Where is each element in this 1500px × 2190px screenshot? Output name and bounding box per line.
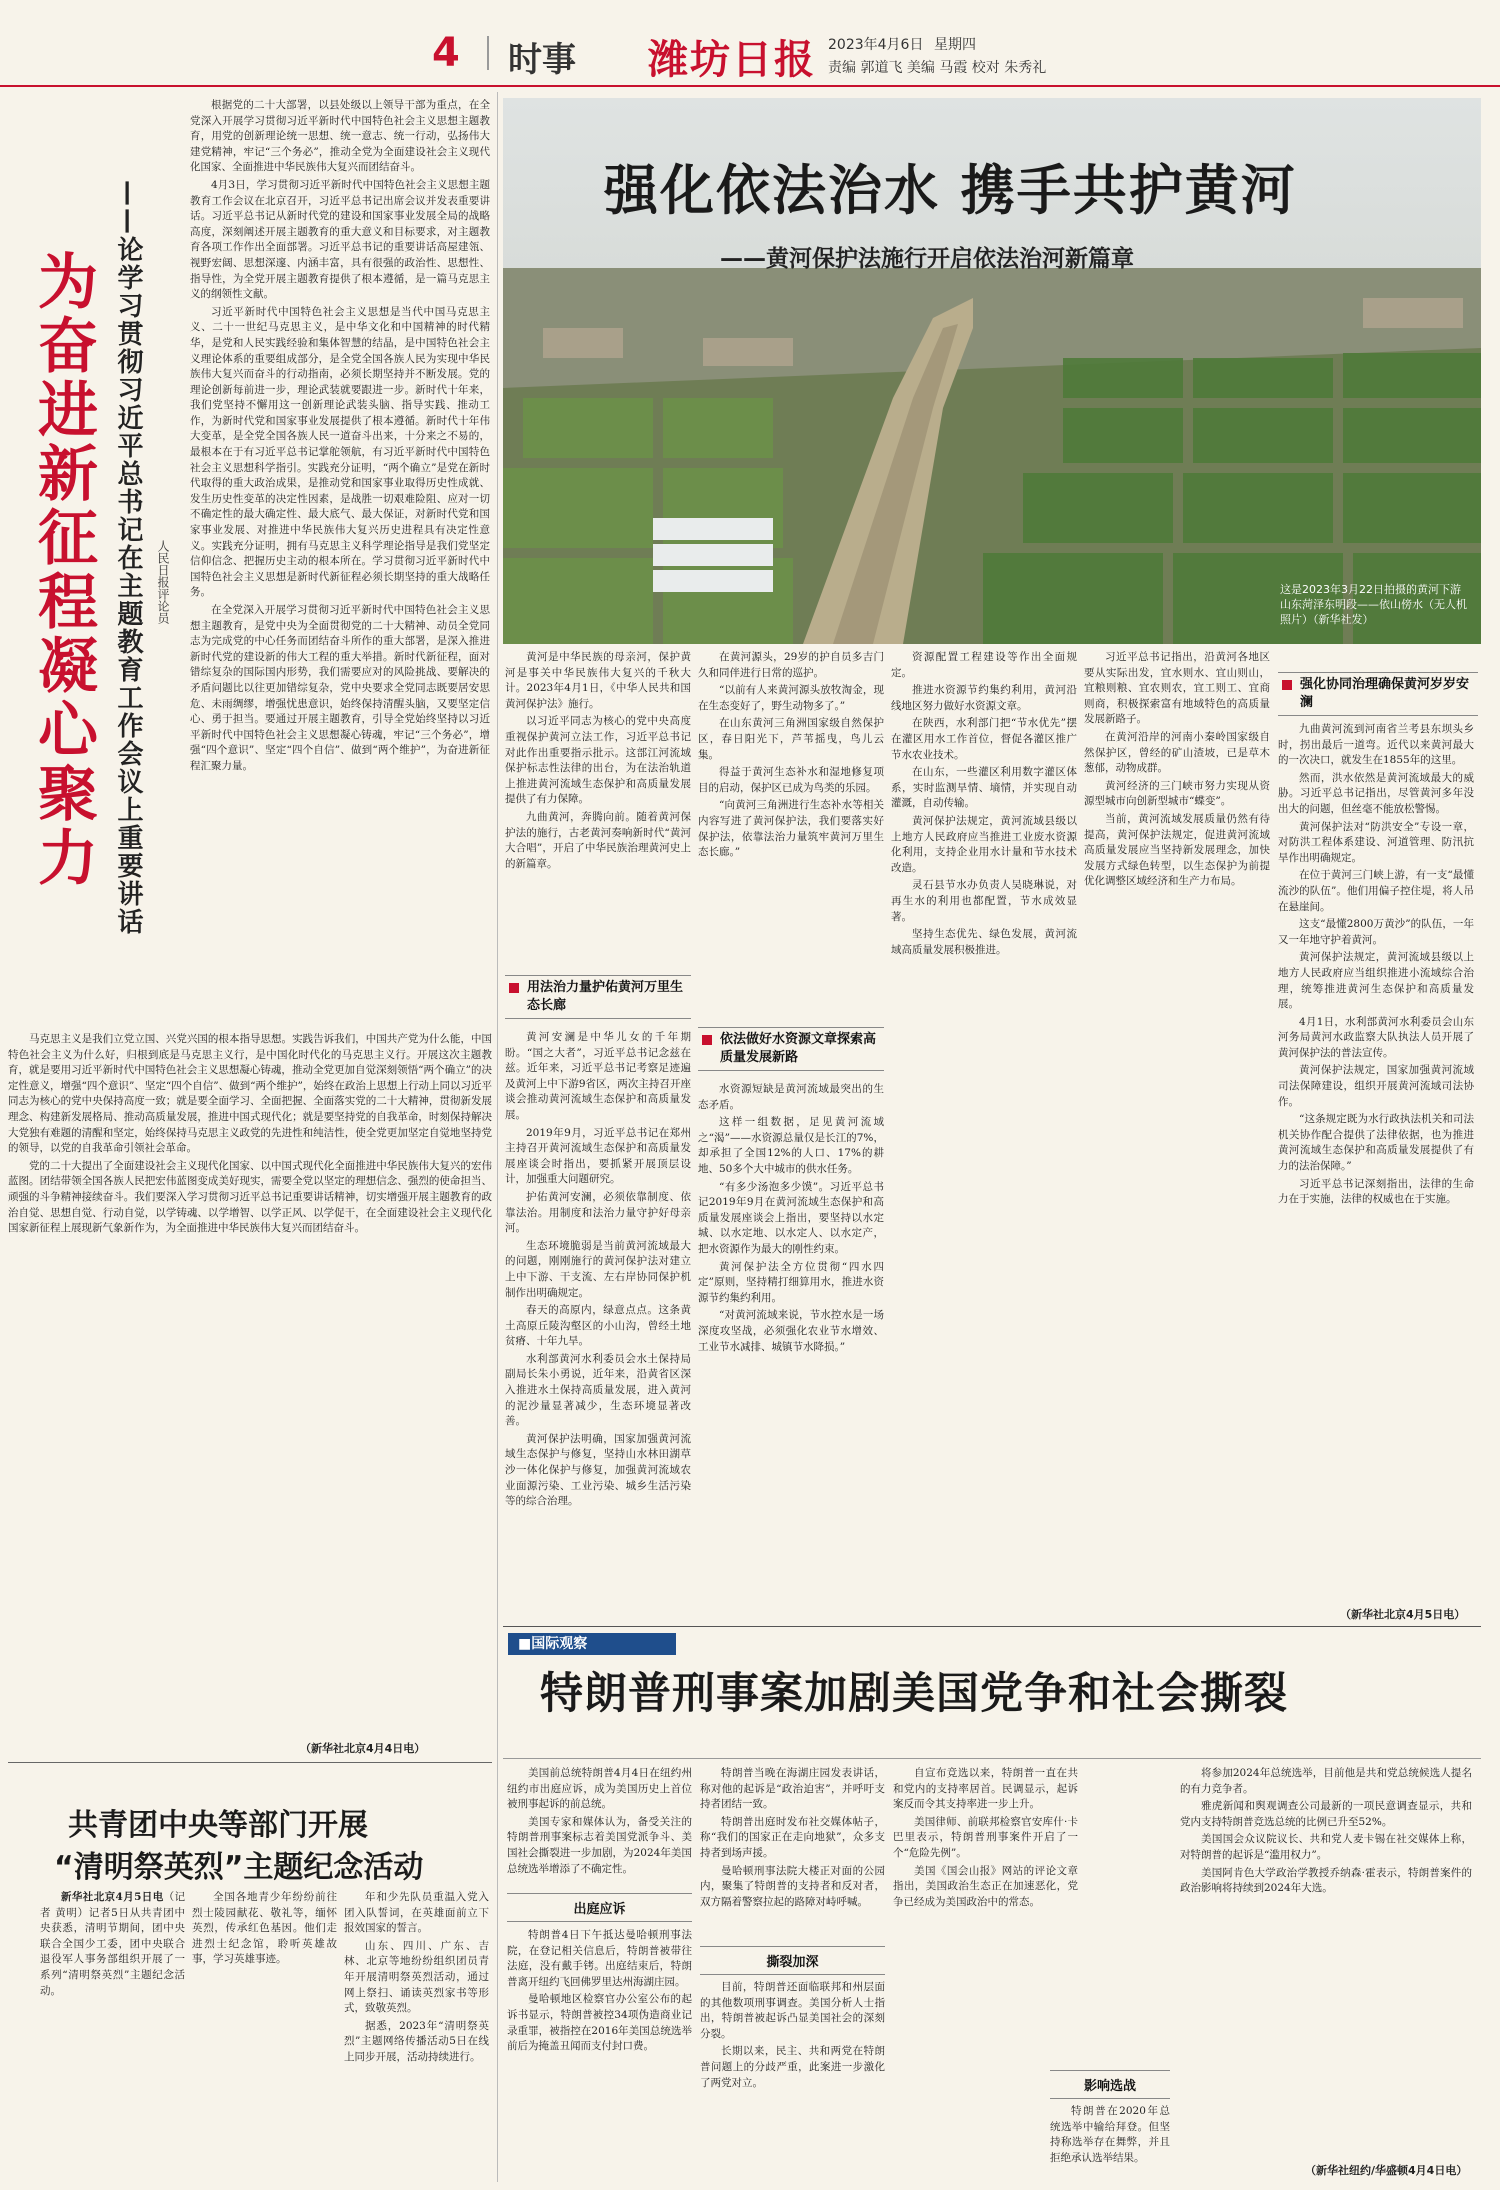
paragraph: 资源配置工程建设等作出全面规定。 <box>891 651 1077 679</box>
paragraph: 美国律师、前联邦检察官安库什·卡巴里表示，特朗普刑事案件开启了一个“危险先例”。 <box>893 1815 1078 1859</box>
paragraph: 党的二十大提出了全面建设社会主义现代化国家、以中国式现代化全面推进中华民族伟大复兴的宏伟蓝图。团结带领全国各族人民把宏伟蓝图变成美好现实，需要全党以坚定的理想信念、强烈的使命担当、顽强的斗争精神接续奋斗。我们要深入学习贯彻习近平总书记重要讲话精神，切实增强开展主题教育的政治自觉、思想自觉、行动自觉，以学铸魂、以学增智、以学正风、以学促干，在全面建设社会主义现代化国家新征程上展现新气象新作为，为全面推进中华民族伟大复兴而团结奋斗。 <box>8 1159 492 1235</box>
paragraph: 在全党深入开展学习贯彻习近平新时代中国特色社会主义思想主题教育，是党中央为全面贯彻党的二十大精神、动员全党同志为完成党的中心任务而团结奋斗所作的重大部署，是深入推进新时代党的建设新的伟大工程的重大举措。新时代新征程，面对错综复杂的国际国内形势，我们需要应对的风险挑战、要解决的矛盾问题比以往更加错综复杂，党中央要求全党同志既要居安思危、未雨绸缪，增强忧患意识，始终保持清醒头脑，又要坚定信心、勇于担当。要通过开展主题教育，引导全党始终坚持以习近平新时代中国特色社会主义思想凝心铸魂，牢记“三个务必”，增强“四个意识”、坚定“四个自信”、做到“两个维护”，为奋进新征程汇聚力量。 <box>190 604 490 772</box>
paragraph: 在位于黄河三门峡上游，有一支“最懂流沙的队伍”。他们用偏子控住堤，将人吊在悬崖间。 <box>1278 869 1474 913</box>
paragraph: 黄河保护法对“防洪安全”专设一章，对防洪工程体系建设、河道管理、防汛抗旱作出明确规定。 <box>1278 820 1474 864</box>
photo-caption: 这是2023年3月22日拍摄的黄河下游山东菏泽东明段——依山傍水（无人机照片）（新华社发） <box>1280 583 1467 626</box>
intl-column-1b <box>507 1928 692 2182</box>
paragraph: 目前，特朗普还面临联邦和州层面的其他数项刑事调查。美国分析人士指出，特朗普被起诉凸显美国社会的深刻分裂。 <box>700 1981 885 2040</box>
paragraph: 特朗普当晚在海湖庄园发表讲话，称对他的起诉是“政治迫害”，并呼吁支持者团结一致。 <box>700 1767 885 1811</box>
paragraph: 4月1日，水利部黄河水利委员会山东河务局黄河水政监察大队执法人员开展了黄河保护法的普法宣传。 <box>1278 1015 1474 1059</box>
editors-line: 责编 郭道飞 美编 马霞 校对 朱秀礼 <box>828 60 1047 76</box>
paragraph: 九曲黄河流到河南省兰考县东坝头乡时，拐出最后一道弯。近代以来黄河最大的一次决口，就发生在1855年的这里。 <box>1278 723 1474 767</box>
paragraph: 春天的高原内，绿意点点。这条黄土高原丘陵沟壑区的小山沟，曾经土地贫瘠、十年九旱。 <box>505 1304 691 1348</box>
paragraph: 黄河安澜是中华儿女的千年期盼。“国之大者”，习近平总书记念兹在兹。近年来，习近平总书记考察足迹遍及黄河上中下游9省区，两次主持召开座谈会推动黄河流域生态保护和高质量发展。 <box>505 1031 691 1121</box>
paragraph: 以习近平同志为核心的党中央高度重视保护黄河立法工作，习近平总书记对此作出重要指示批示。这部江河流域保护标志性法律的出台，为在法治轨道上推进黄河流域生态保护和高质量发展提供了有力保障。 <box>505 715 691 806</box>
paragraph: 黄河保护法全方位贯彻“四水四定”原则，坚持精打细算用水，推进水资源节约集约利用。 <box>698 1260 884 1304</box>
paragraph: 在山东黄河三角洲国家级自然保护区，春日阳光下，芦苇摇曳，鸟儿云集。 <box>698 717 884 761</box>
paragraph: 在黄河沿岸的河南小秦岭国家级自然保护区，曾经的矿山渣坡，已是草木葱郁，动物成群。 <box>1084 730 1270 775</box>
intl-column-2b <box>700 1980 885 2182</box>
youth-column-1 <box>40 1890 185 2182</box>
paragraph: 黄河保护法规定，黄河流域县级以上地方人民政府应当推进工业废水资源化利用，支持企业用水计量和节水技术改造。 <box>891 814 1077 874</box>
yr-column-4 <box>1084 650 1270 1630</box>
divider <box>8 1762 492 1763</box>
yr-subhead-3 <box>1278 672 1478 716</box>
subhead-text: 用法治力量护佑黄河万里生态长廊 <box>527 980 684 1013</box>
section-name: 时事 <box>508 40 576 80</box>
paragraph: 水资源短缺是黄河流域最突出的生态矛盾。 <box>698 1083 884 1111</box>
paragraph: 马克思主义是我们立党立国、兴党兴国的根本指导思想。实践告诉我们，中国共产党为什么能，中国特色社会主义为什么好，归根到底是马克思主义行，是中国化时代化的马克思主义行。开展这次主题教育，就是要用习近平新时代中国特色社会主义思想凝心铸魂，推动全党更加自觉深刻领悟“两个确立”的决定性意义，增强“四个意识”、坚定“四个自信”、做到“两个维护”，始终在政治上思想上行动上同以习近平同志为核心的党中央保持高度一致；就是要全面学习、全面把握、全面落实党的二十大精神，贯彻新发展理念、构建新发展格局、推动高质量发展，推进中国式现代化；就是要坚持党的自我革命，时刻保持解决大党独有难题的清醒和坚定，始终保持马克思主义政党的先进性和纯洁性，使全党更加坚定自觉地坚持党的领导，以党的自我革命引领社会革命。 <box>8 1033 492 1155</box>
commentary-subtitle: ——论学习贯彻习近平总书记在主题教育工作会议上重要讲话 <box>113 180 143 936</box>
yellow-river-title: 强化依法治水 携手共护黄河 <box>604 158 1297 222</box>
column-tag: ■国际观察 <box>508 1633 676 1655</box>
yr-subhead-2 <box>698 1027 884 1071</box>
paragraph: 这样一组数据，足见黄河流域之“渴”——水资源总量仅是长江的7%，却承担了全国12%的人口、17%的耕地、50多个大中城市的供水任务。 <box>698 1116 884 1175</box>
yr-source: （新华社北京4月5日电） <box>1340 1608 1466 1621</box>
paragraph: 当前，黄河流域发展质量仍然有待提高，黄河保护法规定，促进黄河流域高质量发展应当坚持新发展理念，加快发展方式绿色转型，以生态保护为前提优化调整区域经济和生产力布局。 <box>1084 812 1270 888</box>
paragraph: 山东、四川、广东、吉林、北京等地纷纷组织团员青年开展清明祭英烈活动，通过网上祭扫、诵读英烈家书等形式，致敬英烈。 <box>344 1939 489 2015</box>
paragraph: 在黄河源头，29岁的护自员多吉门久和同伴进行日常的巡护。 <box>698 651 884 679</box>
paragraph: 美国专家和媒体认为，备受关注的特朗普刑事案标志着美国党派争斗、美国社会撕裂进一步加剧，为2024年美国总统选举增添了不确定性。 <box>507 1815 692 1875</box>
paragraph: 然而，洪水依然是黄河流域最大的威胁。习近平总书记指出，尽管黄河多年没出大的问题，但丝毫不能放松警惕。 <box>1278 771 1474 815</box>
youth-headline-1: 共青团中央等部门开展 <box>68 1808 368 1843</box>
paragraph: 在山东，一些灌区利用数字灌区体系，实时监测旱情、墒情，并实现自动灌溉，自动传输。 <box>891 766 1077 810</box>
paragraph: 4月3日，学习贯彻习近平新时代中国特色社会主义思想主题教育工作会议在北京召开，习近平总书记出席会议并发表重要讲话。习近平总书记从新时代党的建设和国家事业发展全局的战略高度，深刻阐述开展主题教育的重大意义和目标要求，对主题教育各项工作作出全面部署。习近平总书记的重要讲话高屋建瓴、视野宏阔、思想深邃、内涵丰富，具有很强的政治性、思想性、指导性，为全党开展主题教育提供了根本遵循，是一篇马克思主义的纲领性文献。 <box>190 178 490 301</box>
paragraph: “有多少汤泡多少馍”。习近平总书记2019年9月在黄河流域生态保护和高质量发展座谈会上指出，要坚持以水定城、以水定地、以水定人、以水定产，把水资源作为最大的刚性约束。 <box>698 1180 884 1255</box>
divider <box>503 1626 1481 1627</box>
paragraph: 美国阿肯色大学政治学教授乔纳森·霍表示，特朗普案件的政治影响将持续到2024年大选。 <box>1180 1866 1472 1895</box>
paragraph: 长期以来，民主、共和两党在特朗普问题上的分歧严重，此案进一步激化了两党对立。 <box>700 2045 885 2089</box>
intl-column-2 <box>700 1766 885 1941</box>
paragraph: 美国《国会山报》网站的评论文章指出，美国政治生态正在加速恶化，党争已经成为美国政治中的常态。 <box>893 1864 1078 1908</box>
newspaper-logo: 潍坊日报 <box>648 36 816 83</box>
yr-column-2b <box>698 1082 884 1630</box>
subhead-marker <box>509 983 519 993</box>
column-divider <box>497 92 498 2182</box>
paragraph: 美国国会众议院议长、共和党人麦卡锡在社交媒体上称，对特朗普的起诉是“滥用权力”。 <box>1180 1833 1472 1861</box>
paragraph: 特朗普出庭时发布社交媒体帖子，称“我们的国家正在走向地狱”，众多支持者到场声援。 <box>700 1815 885 1859</box>
paragraph: 自宣布竞选以来，特朗普一直在共和党内的支持率居首。民调显示，起诉案反而令其支持率进一步上升。 <box>893 1767 1078 1811</box>
subhead-marker <box>702 1035 712 1045</box>
yr-column-1 <box>505 650 691 975</box>
header-rule <box>0 85 1500 87</box>
commentary-column-2 <box>8 1032 492 1732</box>
intl-subhead-3: 影响选战 <box>1050 2070 1170 2099</box>
paragraph: 习近平总书记深刻指出，法律的生命力在于实施，法律的权威也在于实施。 <box>1278 1177 1474 1206</box>
youth-headline-2: “清明祭英烈”主题纪念活动 <box>54 1850 424 1885</box>
paragraph: 黄河是中华民族的母亲河，保护黄河是事关中华民族伟大复兴的千秋大计。2023年4月1日，《中华人民共和国黄河保护法》施行。 <box>505 651 691 710</box>
paragraph: 特朗普在2020年总统选举中输给拜登。但坚持称选举存在舞弊，并且拒绝承认选举结果。 <box>1050 2105 1170 2164</box>
youth-column-3 <box>344 1890 489 2182</box>
yr-column-1b <box>505 1030 691 1630</box>
paragraph: 特朗普4日下午抵达曼哈顿刑事法院，在登记相关信息后，特朗普被带往法庭，没有戴手铐。出庭结束后，特朗普离开纽约飞回佛罗里达州海湖庄园。 <box>507 1929 692 1988</box>
commentary-byline: 人民日报评论员 <box>156 540 170 624</box>
paragraph: 美国前总统特朗普4月4日在纽约州纽约市出庭应诉，成为美国历史上首位被刑事起诉的前总统。 <box>507 1767 692 1811</box>
paragraph: 曼哈顿刑事法院大楼正对面的公园内，聚集了特朗普的支持者和反对者，双方隔着警察拉起的路障对峙呼喊。 <box>700 1864 885 1908</box>
paragraph: 九曲黄河，奔腾向前。随着黄河保护法的施行，古老黄河奏响新时代“黄河大合唱”，开启了中华民族治理黄河史上的新篇章。 <box>505 810 691 870</box>
paragraph: 黄河保护法明确，国家加强黄河流域生态保护与修复，坚持山水林田湖草沙一体化保护与修复，加强黄河流域农业面源污染、工业污染、城乡生活污染等的综合治理。 <box>505 1432 691 1508</box>
paragraph: “以前有人来黄河源头放牧淘金，现在生态变好了，野生动物多了。” <box>698 684 884 712</box>
paragraph-text: （记者 黄明）记者5日从共青团中央获悉，清明节期间，团中央联合全国少工委，团中央联合退役军人事务部组织开展了一系列“清明祭英烈”主题纪念活动。 <box>40 1891 185 1997</box>
paragraph: 这支“最懂2800万黄沙”的队伍，一年又一年地守护着黄河。 <box>1278 918 1474 946</box>
paragraph: 水利部黄河水利委员会水土保持局副局长朱小勇说，近年来，沿黄省区深入推进水土保持高质量发展，进入黄河的泥沙量显著减少，生态环境显著改善。 <box>505 1352 691 1428</box>
commentary-column-1 <box>190 98 490 1028</box>
intl-column-3b <box>1050 2104 1170 2182</box>
paragraph: “对黄河流域来说，节水控水是一场深度攻坚战，必须强化农业节水增效、工业节水减排、城镇节水降损。” <box>698 1309 884 1353</box>
paragraph: 在陕西，水利部门把“节水优先”摆在灌区用水工作首位，督促各灌区推广节水农业技术。 <box>891 717 1077 761</box>
issue-date: 2023年4月6日 <box>828 37 924 53</box>
paragraph: 习近平总书记指出，沿黄河各地区要从实际出发，宜水则水、宜山则山，宜粮则粮、宜农则农，宜工则工、宜商则商，积极探索富有地域特色的高质量发展新路子。 <box>1084 651 1270 726</box>
paragraph: 生态环境脆弱是当前黄河流域最大的问题，刚刚施行的黄河保护法对建立上中下游、干支流、左右岸协同保护机制作出明确规定。 <box>505 1239 691 1299</box>
paragraph: 习近平新时代中国特色社会主义思想是当代中国马克思主义、二十一世纪马克思主义，是中华文化和中国精神的时代精华，是党和人民实践经验和集体智慧的结晶，是中国特色社会主义理论体系的重要组成部分，是全党全国各族人民为实现中华民族伟大复兴而奋斗的行动指南，必须长期坚持并不断发展。党的理论创新每前进一步，理论武装就要跟进一步。新时代十年来，我们党坚持不懈用这一创新理论武装头脑、指导实践、推动工作，为新时代党和国家事业发展提供了根本遵循。新时代十年伟大变革，是全党全国各族人民一道奋斗出来，十分来之不易的，最根本在于有习近平总书记掌舵领航，有习近平新时代中国特色社会主义思想科学指引。实践充分证明，“两个确立”是党在新时代取得的重大政治成果，是推动党和国家事业取得历史性成就、发生历史性变革的决定性因素，是战胜一切艰难险阻、应对一切不确定性的最大确定性、最大底气、最大保证，对新时代党和国家事业发展、对推进中华民族伟大复兴历史进程具有决定性意义。实践充分证明，拥有马克思主义科学理论指导是我们党坚定信仰信念、把握历史主动的根本所在。学习贯彻习近平新时代中国特色社会主义思想是新时代新征程必须长期坚持的重大战略任务。 <box>190 305 490 599</box>
paragraph: 年和少先队员重温入党入团入队誓词，在英雄面前立下报效国家的誓言。 <box>344 1891 489 1935</box>
dateline: 新华社北京4月5日电 <box>61 1891 164 1903</box>
paragraph: 灵石县节水办负责人吴晓琳说，对再生水的利用也都配置，节水成效显著。 <box>891 879 1077 923</box>
yr-column-3 <box>891 650 1077 1630</box>
intl-headline: 特朗普刑事案加剧美国党争和社会撕裂 <box>540 1669 1288 1719</box>
yr-column-2 <box>698 650 884 1025</box>
subhead-text: 依法做好水资源文章探索高质量发展新路 <box>720 1032 877 1065</box>
yr-subhead-1 <box>505 975 691 1019</box>
page-number: 4 <box>432 30 460 76</box>
paragraph: 全国各地青少年纷纷前往烈士陵园献花、敬礼等，缅怀英烈，传承红色基因。他们走进烈士纪念馆，聆听英雄故事，学习英雄事迹。 <box>192 1891 337 1966</box>
intl-column-4 <box>1180 1766 1472 2154</box>
header-divider <box>487 36 489 70</box>
paragraph: 曼哈顿地区检察官办公室公布的起诉书显示，特朗普被控34项伪造商业记录重罪，被指控在2016年美国总统选举前后为掩盖丑闻而支付封口费。 <box>507 1993 692 2053</box>
divider <box>503 1758 1481 1759</box>
subhead-marker <box>1282 680 1292 690</box>
issue-weekday: 星期四 <box>934 37 976 53</box>
yr-column-5 <box>1278 722 1474 1602</box>
intl-source: （新华社纽约/华盛顿4月4日电） <box>1305 2164 1468 2177</box>
intl-subhead-1: 出庭应诉 <box>507 1893 692 1922</box>
paragraph: “这条规定既为水行政执法机关和司法机关协作配合提供了法律依据，也为推进黄河流域生态保护和高质量发展提供了有力的法治保障。” <box>1278 1113 1474 1173</box>
yellow-river-subtitle: ——黄河保护法施行开启依法治河新篇章 <box>720 246 1134 272</box>
paragraph: “向黄河三角洲进行生态补水等相关内容写进了黄河保护法，我们要落实好保护法，依靠法治力量筑牢黄河万里生态长廊。” <box>698 799 884 859</box>
paragraph: 将参加2024年总统选举，目前他是共和党总统候选人提名的有力竞争者。 <box>1180 1767 1472 1795</box>
commentary-title: 为奋进新征程凝心聚力 <box>28 250 98 890</box>
paragraph: 2019年9月，习近平总书记在郑州主持召开黄河流域生态保护和高质量发展座谈会时指出，要抓紧开展顶层设计，加强重大问题研究。 <box>505 1126 691 1186</box>
paragraph: 雅虎新闻和舆观调查公司最新的一项民意调查显示，共和党内支持特朗普竞选总统的比例已升至52%。 <box>1180 1800 1472 1828</box>
paragraph <box>40 1890 185 1999</box>
paragraph: 坚持生态优先、绿色发展，黄河流域高质量发展积极推进。 <box>891 928 1077 956</box>
commentary-source: （新华社北京4月4日电） <box>300 1742 426 1755</box>
paragraph: 得益于黄河生态补水和湿地修复项目的启动，保护区已成为鸟类的乐园。 <box>698 766 884 794</box>
paragraph: 黄河经济的三门峡市努力实现从资源型城市向创新型城市“蝶变”。 <box>1084 779 1270 808</box>
paragraph: 护佑黄河安澜，必须依靠制度、依靠法治。用制度和法治力量守护好母亲河。 <box>505 1190 691 1235</box>
subhead-text: 强化协同治理确保黄河岁岁安澜 <box>1300 677 1470 710</box>
paragraph: 据悉，2023年“清明祭英烈”主题网络传播活动5日在线上同步开展，活动持续进行。 <box>344 2019 489 2063</box>
youth-column-2 <box>192 1890 337 2182</box>
paragraph: 根据党的二十大部署，以县处级以上领导干部为重点，在全党深入开展学习贯彻习近平新时代中国特色社会主义思想主题教育，用党的创新理论统一思想、统一意志、统一行动，弘扬伟大建党精神，牢记“三个务必”，推动全党为全面建设社会主义现代化国家、全面推进中华民族伟大复兴而团结奋斗。 <box>190 99 490 174</box>
intl-subhead-2: 撕裂加深 <box>700 1946 885 1975</box>
paragraph: 推进水资源节约集约利用，黄河沿线地区努力做好水资源文章。 <box>891 684 1077 712</box>
paragraph: 黄河保护法规定，黄河流域县级以上地方人民政府应当组织推进小流域综合治理，统筹推进黄河生态保护和高质量发展。 <box>1278 951 1474 1011</box>
paragraph: 黄河保护法规定，国家加强黄河流域司法保障建设，组织开展黄河流域司法协作。 <box>1278 1064 1474 1108</box>
